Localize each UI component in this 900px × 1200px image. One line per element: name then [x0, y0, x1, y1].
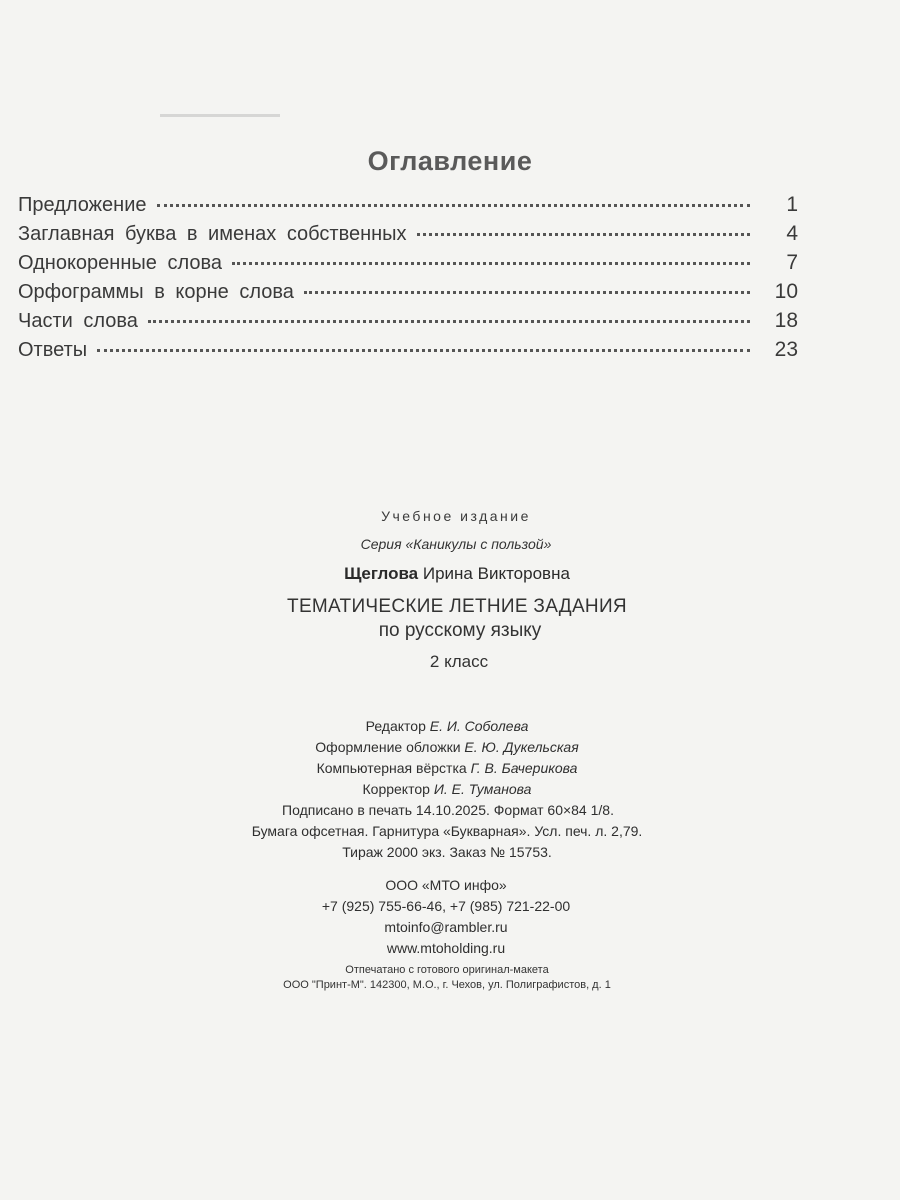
layout-line [0, 758, 900, 779]
print-run-info: Тираж 2000 экз. Заказ № 15753. [342, 844, 552, 860]
toc-entry-label: Заглавная буква в именах собственных [18, 223, 407, 245]
toc-entry [18, 280, 798, 309]
layout-name: Г. В. Бачерикова [470, 760, 578, 776]
toc-leader-dots [232, 262, 750, 265]
toc-entry-page: 18 [774, 309, 798, 332]
toc-entry-page: 7 [786, 251, 798, 274]
editor-role: Редактор [365, 718, 426, 734]
toc-entry [18, 309, 798, 338]
printer-note: Отпечатано с готового оригинал-макета [345, 964, 549, 976]
toc-entry [18, 338, 798, 367]
toc-entry-page: 10 [774, 280, 798, 303]
cover-design-name: Е. Ю. Дукельская [464, 739, 579, 755]
book-title: ТЕМАТИЧЕСКИЕ ЛЕТНИЕ ЗАДАНИЯ [287, 596, 627, 617]
publisher-phones: +7 (925) 755-66-46, +7 (985) 721-22-00 [321, 898, 571, 914]
publisher-contacts [0, 875, 900, 959]
paper-info: Бумага офсетная. Гарнитура «Букварная». Усл. печ. л. 2,79. [251, 823, 643, 839]
toc-leader-dots [148, 320, 750, 323]
print-mark [160, 114, 280, 117]
toc-entry-label: Предложение [18, 194, 147, 216]
toc-leader-dots [304, 291, 750, 294]
signed-for-print: Подписано в печать 14.10.2025. Формат 60×84 1/8. [282, 802, 614, 818]
toc-leader-dots [157, 204, 751, 207]
toc-entry-page: 4 [786, 222, 798, 245]
toc-entry-page: 23 [774, 338, 798, 361]
publisher-name: ООО «МТО инфо» [385, 877, 507, 893]
toc-entry-label: Однокоренные слова [18, 252, 222, 274]
cover-design-line [0, 737, 900, 758]
toc-entry [18, 222, 798, 251]
edition-type: Учебное издание [381, 508, 531, 524]
table-of-contents [18, 193, 798, 367]
imprint-block [0, 508, 900, 672]
publisher-website: www.mtoholding.ru [386, 940, 506, 956]
toc-leader-dots [97, 349, 750, 352]
toc-entry [18, 251, 798, 280]
layout-role: Компьютерная вёрстка [316, 760, 467, 776]
proofreader-role: Корректор [362, 781, 430, 797]
toc-entry-label: Части слова [18, 310, 138, 332]
publisher-email: mtoinfo@rambler.ru [384, 919, 508, 935]
editor-line [0, 716, 900, 737]
author [14, 564, 900, 584]
toc-title: Оглавление [367, 146, 533, 176]
author-given-name: Ирина Викторовна [422, 564, 570, 583]
proofreader-line [0, 779, 900, 800]
printer-info [0, 963, 900, 993]
series-name: Серия «Каникулы с пользой» [360, 536, 552, 552]
editor-name: Е. И. Соболева [429, 718, 529, 734]
grade-label: 2 класс [429, 652, 489, 671]
toc-entry-label: Орфограммы в корне слова [18, 281, 294, 303]
toc-entry [18, 193, 798, 222]
toc-entry-page: 1 [786, 193, 798, 216]
printer-address: ООО "Принт-М". 142300, М.О., г. Чехов, ул. Полиграфистов, д. 1 [283, 979, 611, 991]
credits-block [0, 716, 900, 863]
book-subtitle: по русскому языку [378, 620, 542, 641]
toc-leader-dots [417, 233, 750, 236]
author-surname: Щеглова [344, 564, 419, 583]
cover-design-role: Оформление обложки [315, 739, 461, 755]
toc-entry-label: Ответы [18, 339, 88, 361]
proofreader-name: И. Е. Туманова [433, 781, 532, 797]
